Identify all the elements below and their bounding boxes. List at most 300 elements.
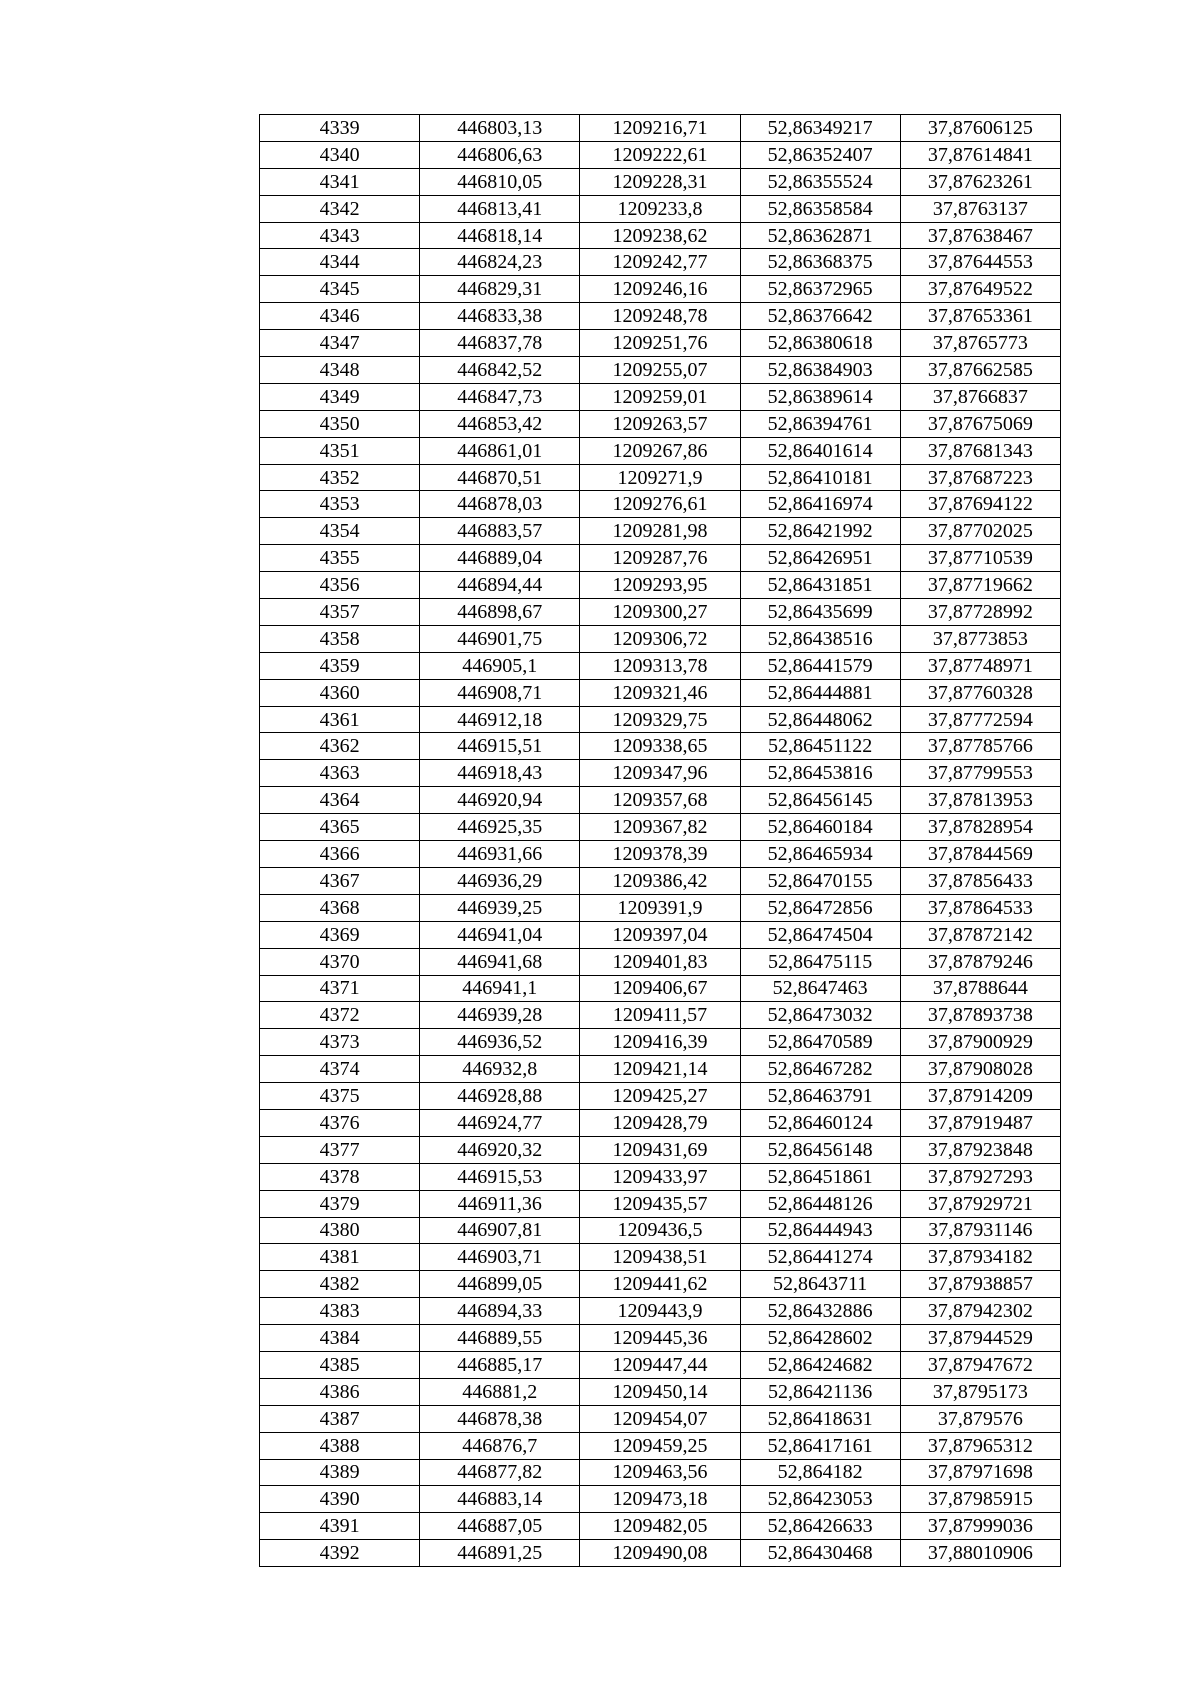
x-coordinate-cell: 446936,29 (420, 867, 580, 894)
latitude-cell: 52,86416974 (740, 491, 900, 518)
latitude-cell: 52,86448126 (740, 1190, 900, 1217)
latitude-cell: 52,86384903 (740, 357, 900, 384)
y-coordinate-cell: 1209454,07 (580, 1405, 740, 1432)
table-row (260, 410, 1061, 437)
latitude-cell: 52,86417161 (740, 1432, 900, 1459)
point-number-cell: 4388 (260, 1432, 420, 1459)
longitude-cell: 37,87872142 (900, 921, 1060, 948)
table-row (260, 975, 1061, 1002)
point-number-cell: 4355 (260, 545, 420, 572)
table-row (260, 357, 1061, 384)
y-coordinate-cell: 1209216,71 (580, 115, 740, 142)
point-number-cell: 4389 (260, 1459, 420, 1486)
point-number-cell: 4382 (260, 1271, 420, 1298)
longitude-cell: 37,87702025 (900, 518, 1060, 545)
x-coordinate-cell: 446881,2 (420, 1378, 580, 1405)
y-coordinate-cell: 1209421,14 (580, 1056, 740, 1083)
table-row (260, 1432, 1061, 1459)
longitude-cell: 37,87799553 (900, 760, 1060, 787)
table-row (260, 1459, 1061, 1486)
longitude-cell: 37,8773853 (900, 625, 1060, 652)
x-coordinate-cell: 446920,32 (420, 1136, 580, 1163)
latitude-cell: 52,86474504 (740, 921, 900, 948)
latitude-cell: 52,86451861 (740, 1163, 900, 1190)
longitude-cell: 37,87938857 (900, 1271, 1060, 1298)
longitude-cell: 37,87947672 (900, 1351, 1060, 1378)
y-coordinate-cell: 1209386,42 (580, 867, 740, 894)
longitude-cell: 37,87914209 (900, 1083, 1060, 1110)
longitude-cell: 37,8765773 (900, 330, 1060, 357)
point-number-cell: 4391 (260, 1513, 420, 1540)
table-row (260, 814, 1061, 841)
table-row (260, 921, 1061, 948)
longitude-cell: 37,87942302 (900, 1298, 1060, 1325)
x-coordinate-cell: 446898,67 (420, 599, 580, 626)
longitude-cell: 37,87900929 (900, 1029, 1060, 1056)
y-coordinate-cell: 1209259,01 (580, 383, 740, 410)
x-coordinate-cell: 446842,52 (420, 357, 580, 384)
y-coordinate-cell: 1209246,16 (580, 276, 740, 303)
table-row (260, 760, 1061, 787)
table-row (260, 787, 1061, 814)
latitude-cell: 52,86444943 (740, 1217, 900, 1244)
y-coordinate-cell: 1209228,31 (580, 168, 740, 195)
y-coordinate-cell: 1209428,79 (580, 1109, 740, 1136)
latitude-cell: 52,8643711 (740, 1271, 900, 1298)
y-coordinate-cell: 1209271,9 (580, 464, 740, 491)
latitude-cell: 52,86358584 (740, 195, 900, 222)
point-number-cell: 4367 (260, 867, 420, 894)
x-coordinate-cell: 446912,18 (420, 706, 580, 733)
table-row (260, 1540, 1061, 1567)
table-row (260, 867, 1061, 894)
latitude-cell: 52,8647463 (740, 975, 900, 1002)
latitude-cell: 52,86441274 (740, 1244, 900, 1271)
point-number-cell: 4352 (260, 464, 420, 491)
point-number-cell: 4347 (260, 330, 420, 357)
latitude-cell: 52,86428602 (740, 1325, 900, 1352)
x-coordinate-cell: 446829,31 (420, 276, 580, 303)
point-number-cell: 4377 (260, 1136, 420, 1163)
longitude-cell: 37,879576 (900, 1405, 1060, 1432)
table-row (260, 330, 1061, 357)
table-row (260, 437, 1061, 464)
x-coordinate-cell: 446810,05 (420, 168, 580, 195)
longitude-cell: 37,87728992 (900, 599, 1060, 626)
point-number-cell: 4372 (260, 1002, 420, 1029)
table-row (260, 383, 1061, 410)
point-number-cell: 4390 (260, 1486, 420, 1513)
point-number-cell: 4383 (260, 1298, 420, 1325)
latitude-cell: 52,86389614 (740, 383, 900, 410)
y-coordinate-cell: 1209238,62 (580, 222, 740, 249)
y-coordinate-cell: 1209441,62 (580, 1271, 740, 1298)
x-coordinate-cell: 446813,41 (420, 195, 580, 222)
table-row (260, 222, 1061, 249)
table-row (260, 1513, 1061, 1540)
latitude-cell: 52,86453816 (740, 760, 900, 787)
longitude-cell: 37,87929721 (900, 1190, 1060, 1217)
y-coordinate-cell: 1209416,39 (580, 1029, 740, 1056)
longitude-cell: 37,87828954 (900, 814, 1060, 841)
longitude-cell: 37,87931146 (900, 1217, 1060, 1244)
point-number-cell: 4379 (260, 1190, 420, 1217)
x-coordinate-cell: 446915,53 (420, 1163, 580, 1190)
latitude-cell: 52,86355524 (740, 168, 900, 195)
x-coordinate-cell: 446939,28 (420, 1002, 580, 1029)
x-coordinate-cell: 446931,66 (420, 841, 580, 868)
latitude-cell: 52,86438516 (740, 625, 900, 652)
longitude-cell: 37,87908028 (900, 1056, 1060, 1083)
table-row (260, 841, 1061, 868)
latitude-cell: 52,86426951 (740, 545, 900, 572)
y-coordinate-cell: 1209242,77 (580, 249, 740, 276)
point-number-cell: 4376 (260, 1109, 420, 1136)
x-coordinate-cell: 446833,38 (420, 303, 580, 330)
table-row (260, 1244, 1061, 1271)
y-coordinate-cell: 1209293,95 (580, 572, 740, 599)
table-row (260, 1217, 1061, 1244)
point-number-cell: 4373 (260, 1029, 420, 1056)
y-coordinate-cell: 1209433,97 (580, 1163, 740, 1190)
y-coordinate-cell: 1209329,75 (580, 706, 740, 733)
x-coordinate-cell: 446877,82 (420, 1459, 580, 1486)
latitude-cell: 52,86456148 (740, 1136, 900, 1163)
latitude-cell: 52,86376642 (740, 303, 900, 330)
table-row (260, 1083, 1061, 1110)
table-row (260, 276, 1061, 303)
table-row (260, 652, 1061, 679)
longitude-cell: 37,87719662 (900, 572, 1060, 599)
point-number-cell: 4365 (260, 814, 420, 841)
latitude-cell: 52,86444881 (740, 679, 900, 706)
y-coordinate-cell: 1209459,25 (580, 1432, 740, 1459)
y-coordinate-cell: 1209401,83 (580, 948, 740, 975)
point-number-cell: 4350 (260, 410, 420, 437)
x-coordinate-cell: 446911,36 (420, 1190, 580, 1217)
x-coordinate-cell: 446932,8 (420, 1056, 580, 1083)
table-row (260, 948, 1061, 975)
table-row (260, 625, 1061, 652)
longitude-cell: 37,87856433 (900, 867, 1060, 894)
y-coordinate-cell: 1209450,14 (580, 1378, 740, 1405)
table-row (260, 1351, 1061, 1378)
point-number-cell: 4386 (260, 1378, 420, 1405)
coordinates-table-body (260, 115, 1061, 1567)
table-row (260, 303, 1061, 330)
x-coordinate-cell: 446901,75 (420, 625, 580, 652)
latitude-cell: 52,86368375 (740, 249, 900, 276)
y-coordinate-cell: 1209397,04 (580, 921, 740, 948)
x-coordinate-cell: 446920,94 (420, 787, 580, 814)
point-number-cell: 4339 (260, 115, 420, 142)
x-coordinate-cell: 446803,13 (420, 115, 580, 142)
y-coordinate-cell: 1209267,86 (580, 437, 740, 464)
latitude-cell: 52,864182 (740, 1459, 900, 1486)
longitude-cell: 37,87710539 (900, 545, 1060, 572)
longitude-cell: 37,87893738 (900, 1002, 1060, 1029)
x-coordinate-cell: 446876,7 (420, 1432, 580, 1459)
point-number-cell: 4385 (260, 1351, 420, 1378)
point-number-cell: 4384 (260, 1325, 420, 1352)
x-coordinate-cell: 446903,71 (420, 1244, 580, 1271)
y-coordinate-cell: 1209233,8 (580, 195, 740, 222)
x-coordinate-cell: 446936,52 (420, 1029, 580, 1056)
y-coordinate-cell: 1209306,72 (580, 625, 740, 652)
latitude-cell: 52,86467282 (740, 1056, 900, 1083)
longitude-cell: 37,87748971 (900, 652, 1060, 679)
point-number-cell: 4359 (260, 652, 420, 679)
y-coordinate-cell: 1209321,46 (580, 679, 740, 706)
x-coordinate-cell: 446941,68 (420, 948, 580, 975)
longitude-cell: 37,87623261 (900, 168, 1060, 195)
latitude-cell: 52,86380618 (740, 330, 900, 357)
longitude-cell: 37,87644553 (900, 249, 1060, 276)
table-row (260, 195, 1061, 222)
longitude-cell: 37,87694122 (900, 491, 1060, 518)
latitude-cell: 52,86460184 (740, 814, 900, 841)
latitude-cell: 52,86470155 (740, 867, 900, 894)
table-row (260, 1378, 1061, 1405)
point-number-cell: 4343 (260, 222, 420, 249)
point-number-cell: 4344 (260, 249, 420, 276)
y-coordinate-cell: 1209425,27 (580, 1083, 740, 1110)
longitude-cell: 37,87879246 (900, 948, 1060, 975)
x-coordinate-cell: 446847,73 (420, 383, 580, 410)
table-row (260, 1190, 1061, 1217)
y-coordinate-cell: 1209473,18 (580, 1486, 740, 1513)
point-number-cell: 4356 (260, 572, 420, 599)
y-coordinate-cell: 1209406,67 (580, 975, 740, 1002)
y-coordinate-cell: 1209276,61 (580, 491, 740, 518)
point-number-cell: 4380 (260, 1217, 420, 1244)
x-coordinate-cell: 446861,01 (420, 437, 580, 464)
y-coordinate-cell: 1209338,65 (580, 733, 740, 760)
latitude-cell: 52,86362871 (740, 222, 900, 249)
y-coordinate-cell: 1209255,07 (580, 357, 740, 384)
latitude-cell: 52,86421992 (740, 518, 900, 545)
longitude-cell: 37,87971698 (900, 1459, 1060, 1486)
point-number-cell: 4361 (260, 706, 420, 733)
longitude-cell: 37,87919487 (900, 1109, 1060, 1136)
x-coordinate-cell: 446928,88 (420, 1083, 580, 1110)
longitude-cell: 37,87844569 (900, 841, 1060, 868)
longitude-cell: 37,87813953 (900, 787, 1060, 814)
y-coordinate-cell: 1209482,05 (580, 1513, 740, 1540)
y-coordinate-cell: 1209248,78 (580, 303, 740, 330)
latitude-cell: 52,86472856 (740, 894, 900, 921)
longitude-cell: 37,87944529 (900, 1325, 1060, 1352)
point-number-cell: 4378 (260, 1163, 420, 1190)
point-number-cell: 4346 (260, 303, 420, 330)
latitude-cell: 52,86410181 (740, 464, 900, 491)
table-row (260, 1325, 1061, 1352)
point-number-cell: 4360 (260, 679, 420, 706)
y-coordinate-cell: 1209367,82 (580, 814, 740, 841)
latitude-cell: 52,86421136 (740, 1378, 900, 1405)
table-row (260, 572, 1061, 599)
point-number-cell: 4340 (260, 141, 420, 168)
x-coordinate-cell: 446818,14 (420, 222, 580, 249)
y-coordinate-cell: 1209251,76 (580, 330, 740, 357)
point-number-cell: 4371 (260, 975, 420, 1002)
point-number-cell: 4357 (260, 599, 420, 626)
x-coordinate-cell: 446806,63 (420, 141, 580, 168)
longitude-cell: 37,87999036 (900, 1513, 1060, 1540)
table-row (260, 679, 1061, 706)
longitude-cell: 37,87687223 (900, 464, 1060, 491)
y-coordinate-cell: 1209281,98 (580, 518, 740, 545)
point-number-cell: 4354 (260, 518, 420, 545)
point-number-cell: 4392 (260, 1540, 420, 1567)
point-number-cell: 4387 (260, 1405, 420, 1432)
coordinates-table (259, 114, 1061, 1567)
y-coordinate-cell: 1209436,5 (580, 1217, 740, 1244)
x-coordinate-cell: 446941,04 (420, 921, 580, 948)
point-number-cell: 4358 (260, 625, 420, 652)
latitude-cell: 52,86352407 (740, 141, 900, 168)
table-row (260, 249, 1061, 276)
point-number-cell: 4362 (260, 733, 420, 760)
y-coordinate-cell: 1209222,61 (580, 141, 740, 168)
point-number-cell: 4375 (260, 1083, 420, 1110)
longitude-cell: 37,87934182 (900, 1244, 1060, 1271)
x-coordinate-cell: 446939,25 (420, 894, 580, 921)
table-row (260, 518, 1061, 545)
table-row (260, 464, 1061, 491)
x-coordinate-cell: 446885,17 (420, 1351, 580, 1378)
table-row (260, 1405, 1061, 1432)
x-coordinate-cell: 446907,81 (420, 1217, 580, 1244)
latitude-cell: 52,86418631 (740, 1405, 900, 1432)
y-coordinate-cell: 1209447,44 (580, 1351, 740, 1378)
longitude-cell: 37,87653361 (900, 303, 1060, 330)
longitude-cell: 37,8763137 (900, 195, 1060, 222)
x-coordinate-cell: 446925,35 (420, 814, 580, 841)
x-coordinate-cell: 446918,43 (420, 760, 580, 787)
x-coordinate-cell: 446887,05 (420, 1513, 580, 1540)
latitude-cell: 52,86475115 (740, 948, 900, 975)
longitude-cell: 37,87606125 (900, 115, 1060, 142)
x-coordinate-cell: 446870,51 (420, 464, 580, 491)
latitude-cell: 52,86349217 (740, 115, 900, 142)
point-number-cell: 4353 (260, 491, 420, 518)
latitude-cell: 52,86441579 (740, 652, 900, 679)
point-number-cell: 4351 (260, 437, 420, 464)
x-coordinate-cell: 446824,23 (420, 249, 580, 276)
point-number-cell: 4374 (260, 1056, 420, 1083)
longitude-cell: 37,87923848 (900, 1136, 1060, 1163)
longitude-cell: 37,87927293 (900, 1163, 1060, 1190)
longitude-cell: 37,87638467 (900, 222, 1060, 249)
x-coordinate-cell: 446878,03 (420, 491, 580, 518)
latitude-cell: 52,86432886 (740, 1298, 900, 1325)
longitude-cell: 37,87614841 (900, 141, 1060, 168)
longitude-cell: 37,87785766 (900, 733, 1060, 760)
latitude-cell: 52,86448062 (740, 706, 900, 733)
table-row (260, 1056, 1061, 1083)
point-number-cell: 4341 (260, 168, 420, 195)
longitude-cell: 37,8795173 (900, 1378, 1060, 1405)
table-row (260, 115, 1061, 142)
x-coordinate-cell: 446941,1 (420, 975, 580, 1002)
latitude-cell: 52,86430468 (740, 1540, 900, 1567)
y-coordinate-cell: 1209378,39 (580, 841, 740, 868)
longitude-cell: 37,87675069 (900, 410, 1060, 437)
table-row (260, 141, 1061, 168)
longitude-cell: 37,87681343 (900, 437, 1060, 464)
x-coordinate-cell: 446883,57 (420, 518, 580, 545)
point-number-cell: 4363 (260, 760, 420, 787)
point-number-cell: 4349 (260, 383, 420, 410)
y-coordinate-cell: 1209391,9 (580, 894, 740, 921)
latitude-cell: 52,86431851 (740, 572, 900, 599)
point-number-cell: 4370 (260, 948, 420, 975)
table-row (260, 491, 1061, 518)
latitude-cell: 52,86435699 (740, 599, 900, 626)
y-coordinate-cell: 1209347,96 (580, 760, 740, 787)
point-number-cell: 4345 (260, 276, 420, 303)
x-coordinate-cell: 446891,25 (420, 1540, 580, 1567)
x-coordinate-cell: 446915,51 (420, 733, 580, 760)
x-coordinate-cell: 446853,42 (420, 410, 580, 437)
latitude-cell: 52,86426633 (740, 1513, 900, 1540)
longitude-cell: 37,8788644 (900, 975, 1060, 1002)
x-coordinate-cell: 446924,77 (420, 1109, 580, 1136)
latitude-cell: 52,86473032 (740, 1002, 900, 1029)
x-coordinate-cell: 446883,14 (420, 1486, 580, 1513)
point-number-cell: 4364 (260, 787, 420, 814)
x-coordinate-cell: 446878,38 (420, 1405, 580, 1432)
longitude-cell: 37,87662585 (900, 357, 1060, 384)
x-coordinate-cell: 446894,33 (420, 1298, 580, 1325)
latitude-cell: 52,86460124 (740, 1109, 900, 1136)
latitude-cell: 52,86463791 (740, 1083, 900, 1110)
latitude-cell: 52,86372965 (740, 276, 900, 303)
y-coordinate-cell: 1209490,08 (580, 1540, 740, 1567)
table-row (260, 1136, 1061, 1163)
table-row (260, 1298, 1061, 1325)
longitude-cell: 37,87649522 (900, 276, 1060, 303)
latitude-cell: 52,86401614 (740, 437, 900, 464)
x-coordinate-cell: 446908,71 (420, 679, 580, 706)
latitude-cell: 52,86423053 (740, 1486, 900, 1513)
table-row (260, 545, 1061, 572)
table-row (260, 168, 1061, 195)
table-row (260, 1486, 1061, 1513)
x-coordinate-cell: 446889,04 (420, 545, 580, 572)
longitude-cell: 37,87985915 (900, 1486, 1060, 1513)
longitude-cell: 37,8766837 (900, 383, 1060, 410)
y-coordinate-cell: 1209463,56 (580, 1459, 740, 1486)
table-row (260, 733, 1061, 760)
y-coordinate-cell: 1209431,69 (580, 1136, 740, 1163)
point-number-cell: 4368 (260, 894, 420, 921)
longitude-cell: 37,87760328 (900, 679, 1060, 706)
y-coordinate-cell: 1209438,51 (580, 1244, 740, 1271)
point-number-cell: 4381 (260, 1244, 420, 1271)
point-number-cell: 4366 (260, 841, 420, 868)
longitude-cell: 37,87772594 (900, 706, 1060, 733)
x-coordinate-cell: 446899,05 (420, 1271, 580, 1298)
point-number-cell: 4369 (260, 921, 420, 948)
latitude-cell: 52,86456145 (740, 787, 900, 814)
y-coordinate-cell: 1209263,57 (580, 410, 740, 437)
y-coordinate-cell: 1209435,57 (580, 1190, 740, 1217)
y-coordinate-cell: 1209287,76 (580, 545, 740, 572)
table-row (260, 599, 1061, 626)
y-coordinate-cell: 1209357,68 (580, 787, 740, 814)
